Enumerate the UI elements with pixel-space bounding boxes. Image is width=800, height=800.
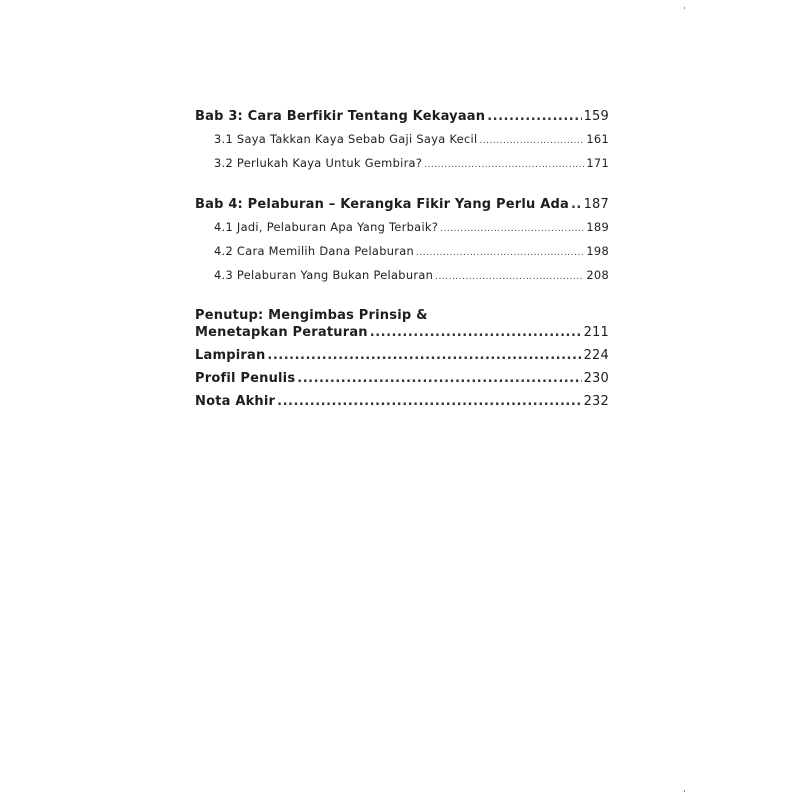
toc-group-chapter-4 xyxy=(195,196,609,286)
toc-page-number: 159 xyxy=(583,109,609,124)
dot-leader xyxy=(479,133,584,150)
crop-mark-top xyxy=(684,7,685,9)
dot-leader xyxy=(487,108,581,126)
toc-page-number: 211 xyxy=(583,325,609,340)
toc-entry-end-notes xyxy=(195,393,609,410)
toc-entry-title: 4.2 Cara Memilih Dana Pelaburan xyxy=(214,244,415,258)
crop-mark-bottom xyxy=(684,790,685,792)
dot-leader xyxy=(571,196,582,214)
toc-entry-title: 4.3 Pelaburan Yang Bukan Pelaburan xyxy=(214,268,434,282)
toc-entry-appendix xyxy=(195,347,609,364)
toc-entry-title: Nota Akhir xyxy=(195,394,276,409)
dot-leader xyxy=(424,157,584,174)
toc-entry-title: Profil Penulis xyxy=(195,371,296,386)
toc-entry-4-1 xyxy=(195,219,609,238)
toc-entry-closing-line-1: Penutup: Mengimbas Prinsip & xyxy=(195,308,428,323)
dot-leader xyxy=(416,245,584,262)
toc-entry-chapter-3 xyxy=(195,108,609,126)
toc-entry-3-1 xyxy=(195,131,609,150)
table-of-contents xyxy=(195,108,609,410)
toc-entry-chapter-4 xyxy=(195,196,609,214)
dot-leader xyxy=(297,370,581,387)
toc-page-number: 208 xyxy=(586,268,609,282)
dot-leader xyxy=(440,221,584,238)
toc-page-number: 198 xyxy=(586,244,609,258)
toc-entry-4-3 xyxy=(195,267,609,286)
toc-entry-title: 4.1 Jadi, Pelaburan Apa Yang Terbaik? xyxy=(214,220,439,234)
toc-entry-title: 3.1 Saya Takkan Kaya Sebab Gaji Saya Kecil xyxy=(214,132,478,146)
toc-group-back-matter xyxy=(195,308,609,410)
toc-entry-title: Lampiran xyxy=(195,348,266,363)
toc-entry-title: Bab 3: Cara Berfikir Tentang Kekayaan xyxy=(195,109,486,124)
toc-entry-3-2 xyxy=(195,155,609,174)
toc-entry-title: Bab 4: Pelaburan – Kerangka Fikir Yang Perlu Ada xyxy=(195,197,569,212)
toc-page-number: 171 xyxy=(586,156,609,170)
toc-entry-4-2 xyxy=(195,243,609,262)
toc-page-number: 224 xyxy=(583,348,609,363)
toc-page-number: 187 xyxy=(583,197,609,212)
dot-leader xyxy=(277,393,581,410)
toc-page-number: 230 xyxy=(583,371,609,386)
toc-entry-closing xyxy=(195,324,609,341)
toc-group-chapter-3 xyxy=(195,108,609,174)
toc-page-number: 189 xyxy=(586,220,609,234)
dot-leader xyxy=(435,269,584,286)
toc-entry-title: 3.2 Perlukah Kaya Untuk Gembira? xyxy=(214,156,423,170)
toc-page-number: 232 xyxy=(583,394,609,409)
toc-entry-author-profile xyxy=(195,370,609,387)
toc-entry-title: Menetapkan Peraturan xyxy=(195,325,368,340)
dot-leader xyxy=(267,347,581,364)
toc-page-number: 161 xyxy=(586,132,609,146)
dot-leader xyxy=(370,324,582,341)
